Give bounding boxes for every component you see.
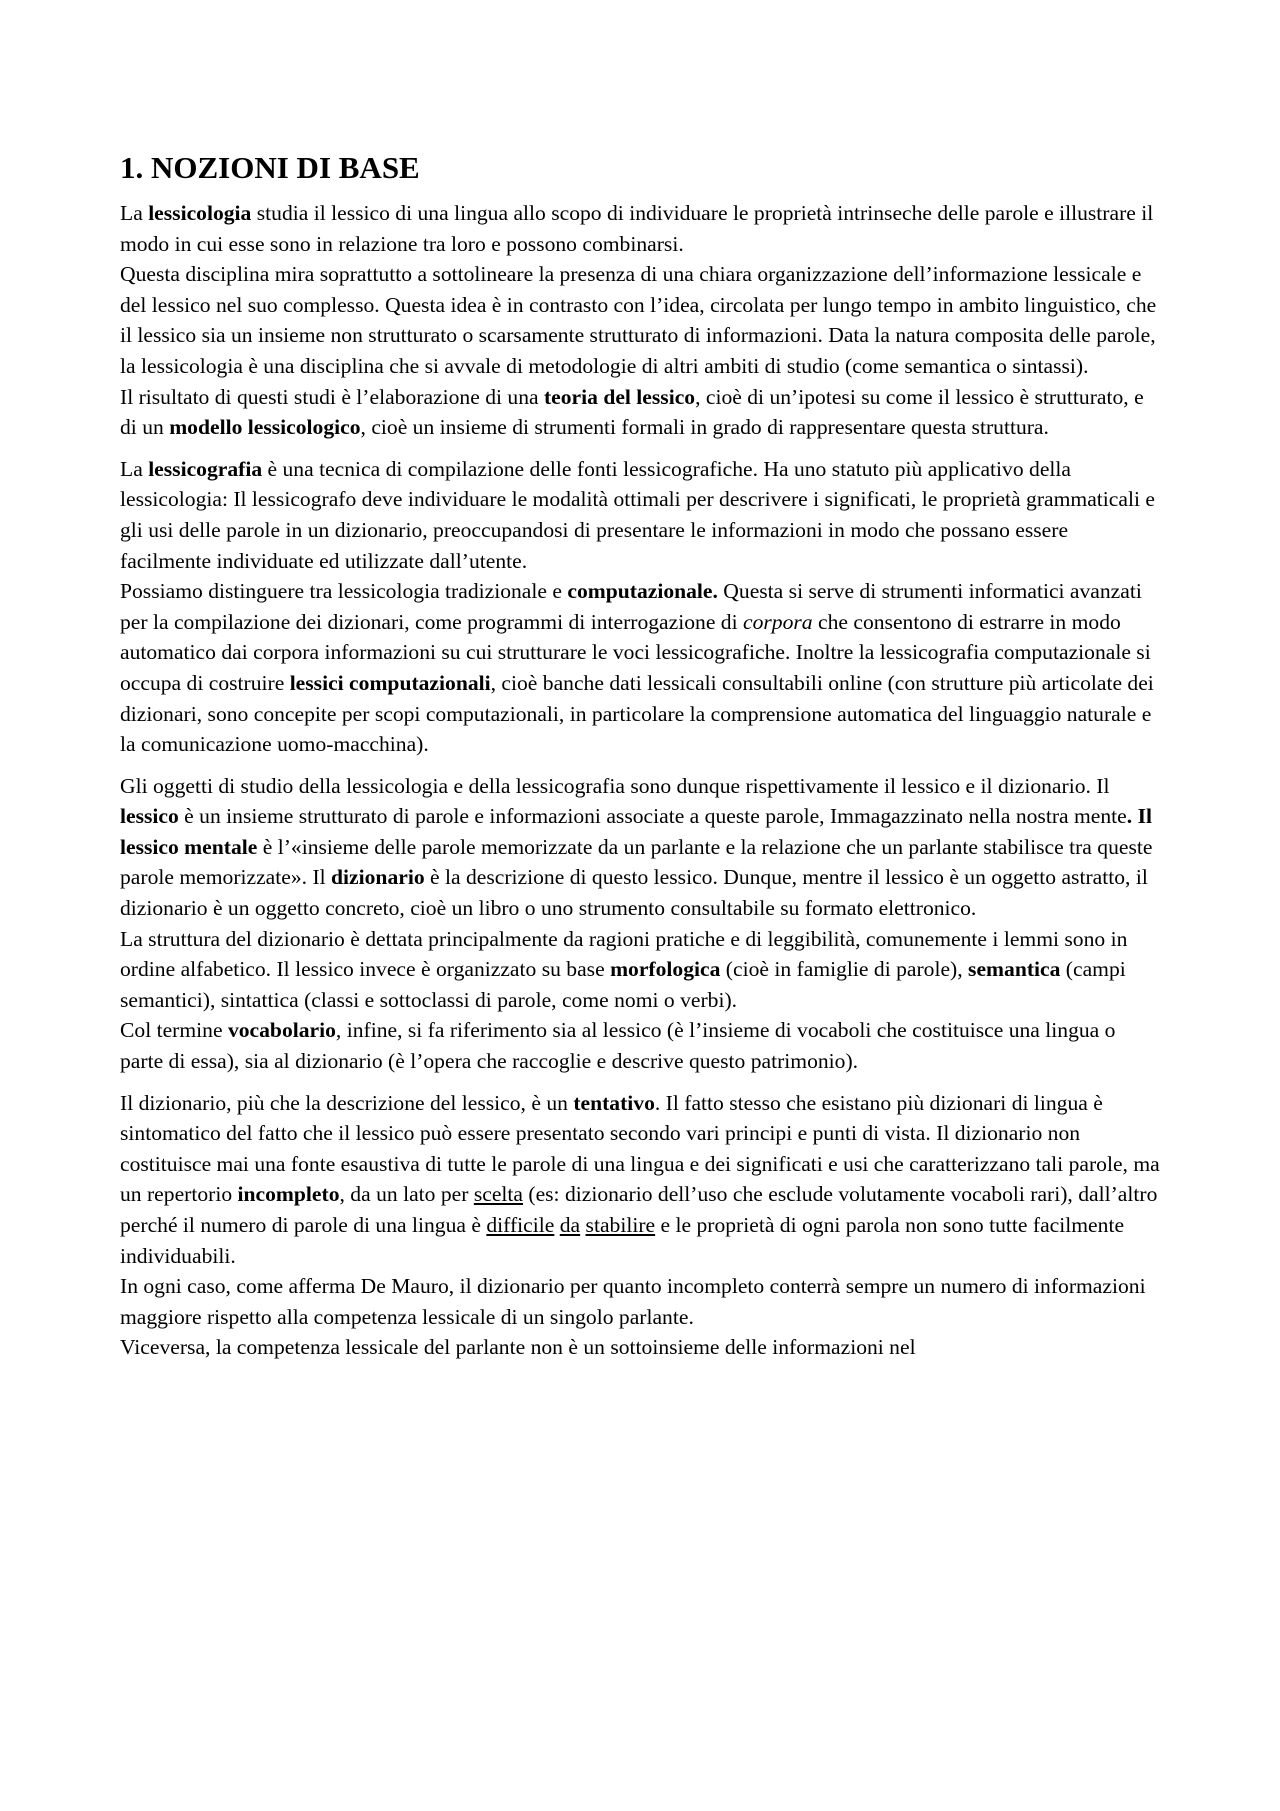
text: (cioè in famiglie di parole), (720, 957, 969, 982)
text: La (120, 201, 149, 225)
text: , infine, si fa riferimento sia al lessico (è l’insieme di vocaboli che costituisce una lingua o parte di essa), sia al dizionario (è l’opera che raccoglie e descrive questo patrimonio). (120, 1018, 1116, 1074)
text: Il risultato di questi studi è l’elaborazione di una (120, 384, 544, 409)
text: , da un lato per (339, 1182, 474, 1207)
paragraph-vocabolario (120, 1015, 1162, 1076)
term-modello-lessicologico: modello lessicologico (169, 415, 361, 440)
term-teoria-del-lessico: teoria del lessico (543, 384, 696, 409)
term-vocabolario: vocabolario (227, 1018, 336, 1043)
term-computazionale: computazionale. (567, 579, 718, 604)
text: La (120, 456, 149, 481)
term-lessici-computazionali: lessici computazionali (289, 670, 491, 695)
text: Gli oggetti di studio della lessicologia e della lessicografia sono dunque rispettivamente il lessico e il dizionario. Il (120, 773, 1110, 798)
text: , cioè un insieme di strumenti formali in grado di rappresentare questa struttura. (360, 415, 1049, 440)
paragraph-risultato (120, 382, 1162, 443)
paragraph-lessicologia (120, 198, 1162, 259)
text: (campi semantici), sintattica (classi e sottoclassi di parole, come nomi o verbi). (120, 957, 1126, 1012)
paragraph-tentativo (120, 1088, 1162, 1272)
paragraph-computazionale (120, 576, 1162, 760)
text: e le proprietà di ogni parola non sono tutte facilmente individuabili. (120, 1213, 1125, 1268)
paragraph-disciplina: Questa disciplina mira soprattutto a sottolineare la presenza di una chiara organizzazione dell’informazione lessicale e del lessico nel suo complesso. Questa idea è in contrasto con l’idea, circolata per lungo tempo in ambito linguistico, che il lessico sia un insieme non strutturato o scarsamente strutturato di informazioni. Data la natura composita delle parole, la lessicologia è una disciplina che si avvale di metodologie di altri ambiti di studio (come semantica o sintassi). (120, 262, 1157, 378)
section-heading: 1. NOZIONI DI BASE (120, 150, 420, 185)
term-semantica: semantica (968, 957, 1061, 982)
underlined-da: da (559, 1213, 581, 1237)
text: Possiamo distinguere tra lessicologia tradizionale e (120, 579, 568, 604)
paragraph-lessicografia (120, 454, 1162, 576)
paragraph-oggetti-di-studio (120, 771, 1162, 924)
text: , cioè banche dati lessicali consultabili online (con strutture più articolate dei dizionari, sono concepite per scopi computazionali, in particolare la comprensione automatica del linguaggio naturale e la comunicazione uomo-macchina). (120, 670, 1154, 757)
term-morfologica: morfologica (610, 957, 721, 982)
text: (es: dizionario dell’uso che esclude volutamente vocaboli rari), dall’altro perché il numero di parole di una lingua è (120, 1182, 1158, 1237)
term-incompleto: incompleto (237, 1182, 340, 1207)
text: che consentono di estrarre in modo automatico dai corpora informazioni su cui strutturare le voci lessicografiche. Inoltre la lessicografia computazionale si occupa di costruire (120, 609, 1151, 695)
text: , cioè di un’ipotesi su come il lessico è strutturato, e di un (120, 384, 1144, 440)
text: Col termine (120, 1018, 228, 1043)
text: . Il fatto stesso che esistano più dizionari di lingua è sintomatico del fatto che il lessico può essere presentato secondo vari principi e punti di vista. Il dizionario non costituisce mai una fonte esaustiva di tutte le parole di una lingua e dei significati e usi che caratterizzano tali parole, ma un repertorio (120, 1090, 1160, 1207)
text: Questa si serve di strumenti informatici avanzati per la compilazione dei dizionari, come programmi di interrogazione di (120, 579, 1142, 634)
text: Il dizionario, più che la descrizione del lessico, è un (120, 1090, 574, 1115)
document-content (120, 148, 1162, 1363)
text: è una tecnica di compilazione delle fonti lessicografiche. Ha uno statuto più applicativo della lessicologia: Il lessicografo deve individuare le modalità ottimali per descrivere i significati, le proprietà grammaticali e gli usi delle parole in un dizionario, preoccupandosi di presentare le informazioni in modo che possano essere facilmente individuate ed utilizzate dall’utente. (120, 456, 1155, 573)
text: La struttura del dizionario è dettata principalmente da ragioni pratiche e di leggibilità, comunemente i lemmi sono in ordine alfabetico. Il lessico invece è organizzato su base (120, 926, 1128, 982)
paragraph-de-mauro: In ogni caso, come afferma De Mauro, il dizionario per quanto incompleto conterrà sempre un numero di informazioni maggiore rispetto alla competenza lessicale di un singolo parlante. (120, 1274, 1146, 1329)
paragraph-struttura-dizionario (120, 924, 1162, 1016)
term-lessicologia: lessicologia (148, 201, 252, 225)
underlined-scelta: scelta (473, 1182, 523, 1207)
term-dizionario: dizionario (331, 865, 425, 890)
term-lessico: lessico (120, 804, 179, 829)
term-corpora: corpora (743, 609, 813, 634)
term-tentativo: tentativo (573, 1090, 655, 1115)
term-lessicografia: lessicografia (148, 456, 263, 481)
term-lessico-mentale: . Il lessico mentale (120, 804, 1152, 859)
text: studia il lessico di una lingua allo scopo di individuare le proprietà intrinseche delle parole e illustrare il modo in cui esse sono in relazione tra loro e possono combinarsi. (120, 201, 1154, 256)
paragraph-viceversa: Viceversa, la competenza lessicale del parlante non è un sottoinsieme delle informazioni nel (120, 1335, 916, 1360)
underlined-stabilire: stabilire (585, 1213, 656, 1237)
text: è un insieme strutturato di parole e informazioni associate a queste parole, Immagazzinato nella nostra mente (178, 804, 1127, 829)
underlined-difficile: difficile (486, 1213, 555, 1237)
text: è la descrizione di questo lessico. Dunque, mentre il lessico è un oggetto astratto, il dizionario è un oggetto concreto, cioè un libro o uno strumento consultabile su formato elettronico. (120, 865, 1148, 921)
text: è l’«insieme delle parole memorizzate da un parlante e la relazione che un parlante stabilisce tra queste parole memorizzate». Il (120, 834, 1153, 890)
